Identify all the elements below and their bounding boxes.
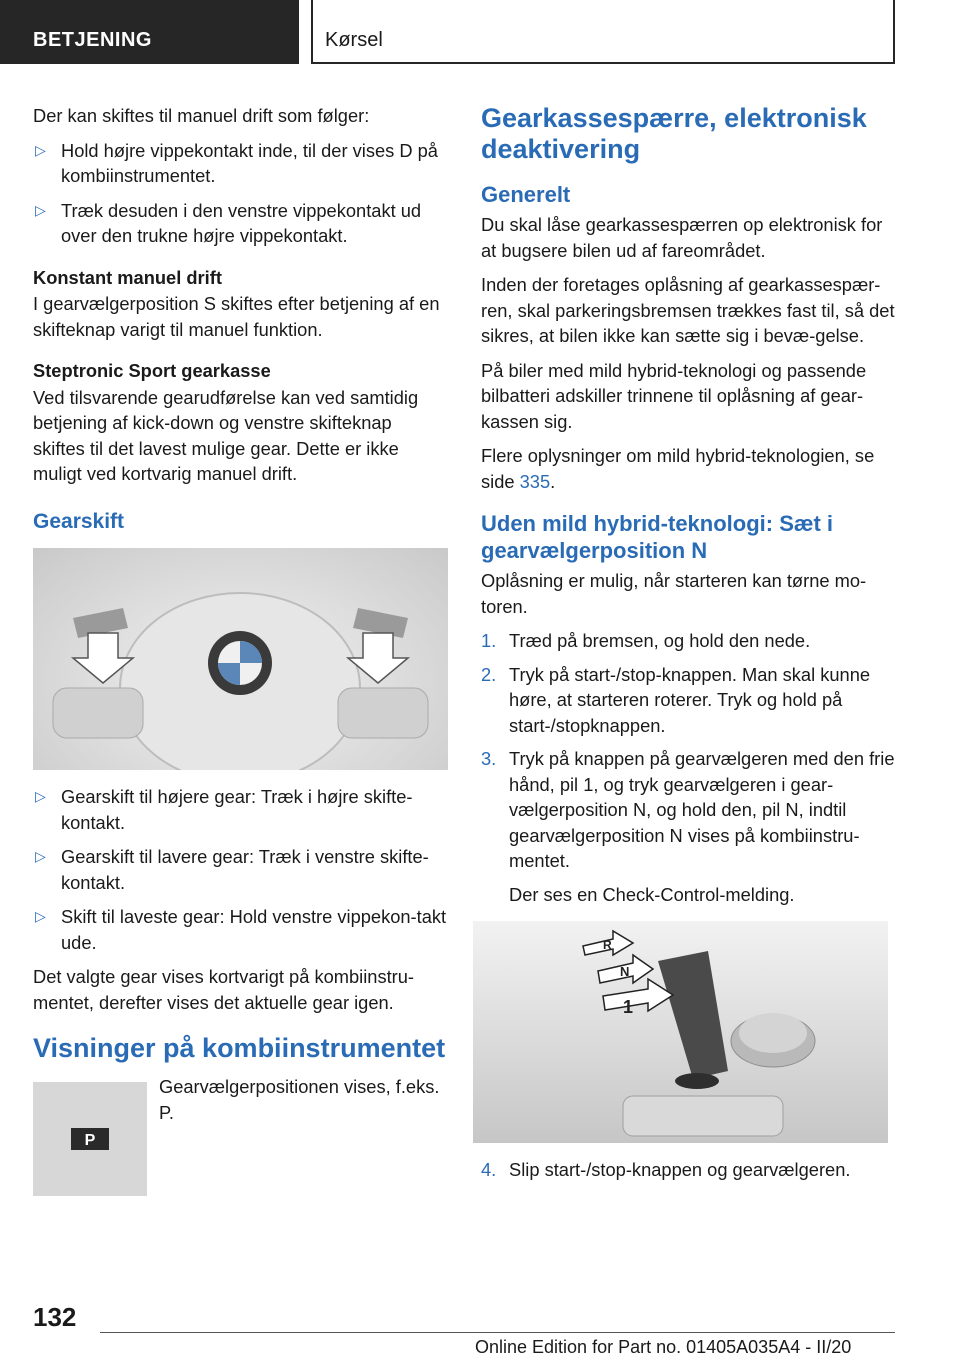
footer-edition: Online Edition for Part no. 01405A035A4 - II/20: [475, 1337, 852, 1357]
visninger-paragraph: Gearvælgerpositionen vises, f.eks. P.: [159, 1076, 440, 1123]
bullet-triangle-icon: ▷: [35, 141, 46, 158]
bullet-triangle-icon: ▷: [35, 788, 46, 804]
list-item: ▷ Skift til laveste gear: Hold venstre vippekon-takt ude.: [35, 906, 447, 953]
arrow-label-r: R: [603, 938, 612, 952]
display-illustration: [33, 1082, 147, 1196]
steptronic-paragraph: Ved tilsvarende gearudførelse kan ved samtidig betjening af kick-down og venstre skifteknap skiftes til det lavest mulige gear. Dette er ikke muligt ved kortvarig manuel drift.: [33, 386, 419, 484]
heading-gearkassespaerre: Gearkassespærre, elektronisk deaktivering: [481, 103, 867, 164]
subheading-steptronic: Steptronic Sport gearkasse: [33, 360, 271, 381]
bullet-triangle-icon: ▷: [35, 848, 46, 864]
header-chapter-box: [311, 0, 895, 64]
header-chapter-label: Kørsel: [325, 29, 383, 51]
header-section-label: BETJENING: [33, 29, 152, 51]
gear-selector-image: [473, 921, 888, 1143]
heading-uden-mild-hybrid: Uden mild hybrid-teknologi: Sæt i gearvælgerposition N: [481, 511, 833, 563]
list-item: ▷ Gearskift til lavere gear: Træk i venstre skifte-kontakt.: [35, 846, 429, 893]
heading-gearskift: Gearskift: [33, 509, 125, 533]
gearskift-after-paragraph: Det valgte gear vises kortvarigt på kombiinstru-mentet, derefter vises det aktuelle gear igen.: [33, 966, 415, 1013]
left-column: [33, 103, 448, 1194]
display-example: [33, 1074, 448, 1194]
arrow-label-1: 1: [623, 997, 634, 1017]
konstant-paragraph: I gearvælgerposition S skiftes efter betjening af en skifteknap varigt til manuel funktion.: [33, 293, 440, 340]
intro-paragraph: Der kan skiftes til manuel drift som følger:: [33, 105, 370, 126]
step-number: 1.: [481, 630, 497, 651]
step-note: Der ses en Check-Control-melding.: [509, 883, 795, 905]
step-item: 4. Slip start-/stop-knappen og gearvælgeren.: [481, 1157, 896, 1183]
heading-visninger: Visninger på kombiinstrumentet: [33, 1033, 446, 1063]
page-number: 132: [33, 1302, 77, 1332]
footer-divider: [100, 1332, 895, 1333]
step-item: 3. Tryk på knappen på gearvælgeren med den frie hånd, pil 1, og tryk gearvælgeren i gear-vælgerposition N, og hold den, pil N, indtil gearvælgerposition N vises på kombiinstru-mentet.: [481, 748, 895, 871]
display-gear-symbol: P: [84, 1132, 96, 1149]
step-number: 3.: [481, 748, 497, 769]
heading-generelt: Generelt: [481, 182, 571, 207]
generelt-paragraph-4: Flere oplysninger om mild hybrid-teknologien, se side 335.: [481, 445, 875, 492]
list-item: ▷ Hold højre vippekontakt inde, til der vises D på kombiinstrumentet.: [35, 139, 438, 186]
bullet-triangle-icon: ▷: [35, 908, 46, 924]
step-item: 1. Træd på bremsen, og hold den nede.: [481, 628, 896, 654]
bullet-triangle-icon: ▷: [35, 201, 46, 218]
arrow-label-n: N: [620, 964, 630, 979]
list-item: ▷ Gearskift til højere gear: Træk i højre skifte-kontakt.: [35, 786, 413, 833]
page-reference-link[interactable]: 335: [519, 470, 551, 492]
generelt-paragraph-3: På biler med mild hybrid-teknologi og passende bilbatteri adskiller trinnene til oplåsning af gear-kassen sig.: [481, 359, 867, 432]
right-column: [481, 103, 896, 1191]
subheading-konstant: Konstant manuel drift: [33, 266, 222, 288]
list-item: ▷ Træk desuden i den venstre vippekontakt ud over den trukne højre vippekontakt.: [35, 199, 422, 246]
uden-intro-paragraph: Oplåsning er mulig, når starteren kan tørne mo-toren.: [481, 570, 867, 617]
step-number: 4.: [481, 1159, 497, 1180]
generelt-paragraph-1: Du skal låse gearkassespærren op elektronisk for at bugsere bilen ud af fareområdet.: [481, 214, 883, 261]
step-item: 2. Tryk på start-/stop-knappen. Man skal kunne høre, at starteren roterer. Tryk og hold på start-/stopknappen.: [481, 663, 871, 736]
steering-wheel-image: [33, 548, 448, 770]
generelt-paragraph-2: Inden der foretages oplåsning af gearkassespær-ren, skal parkeringsbremsen trækkes fast til, så det sikres, at bilen ikke kan sætte sig i bevæ-gelse.: [481, 274, 895, 346]
step-number: 2.: [481, 663, 497, 685]
